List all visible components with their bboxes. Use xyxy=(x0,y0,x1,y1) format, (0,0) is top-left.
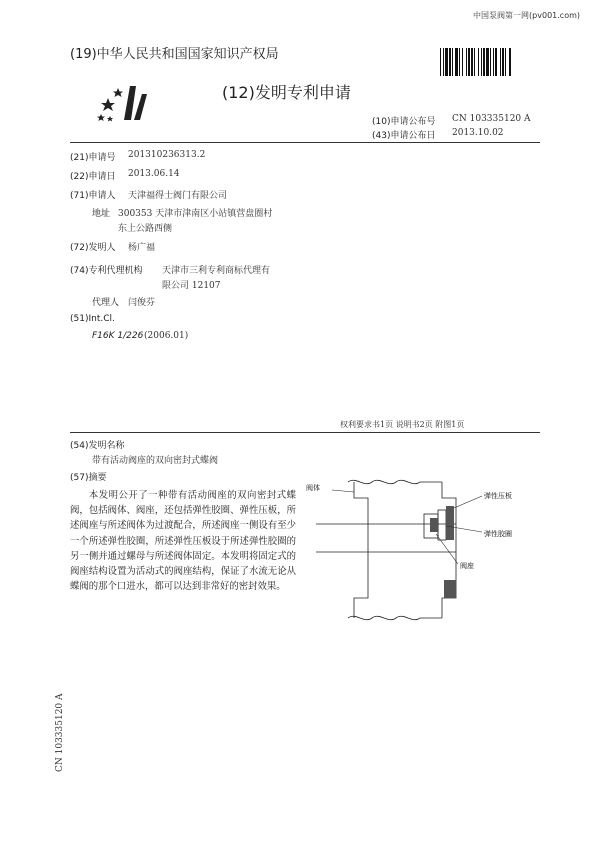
barcode-bar xyxy=(445,48,448,76)
label-elastic-plate: 弹性压板 xyxy=(484,492,512,500)
label-elastic-ring: 弹性胶圈 xyxy=(484,530,512,538)
ipc-label: (51)Int.Cl. xyxy=(70,314,115,324)
publication-date: 2013.10.02 xyxy=(452,128,504,138)
barcode-bar xyxy=(440,48,441,76)
barcode-bar xyxy=(474,48,475,76)
address-label: 地址 xyxy=(92,209,111,219)
abstract-divider xyxy=(70,432,540,433)
invention-title-label: (54)发明名称 xyxy=(70,441,125,451)
barcode-bar xyxy=(490,48,491,76)
barcode-bar xyxy=(471,48,473,76)
application-number-label: (21)申请号 xyxy=(70,153,116,163)
agency-line-2: 限公司 12107 xyxy=(162,281,221,291)
barcode-bar xyxy=(452,48,453,76)
publication-date-label: (43)申请公布日 xyxy=(372,131,436,141)
label-valve-seat: 阀座 xyxy=(460,562,474,570)
header-divider xyxy=(70,142,540,143)
barcode-bar xyxy=(478,48,479,76)
barcode-bar xyxy=(495,48,497,76)
document-kind-title: (12)发明专利申请 xyxy=(222,83,351,102)
barcode-bar xyxy=(502,48,504,76)
agent-label: 代理人 xyxy=(92,298,120,308)
barcode-bar xyxy=(462,48,463,76)
barcode-bar xyxy=(493,48,494,76)
valve-cross-section-figure xyxy=(296,470,546,630)
barcode-bar xyxy=(449,48,451,76)
agent: 闫俊芬 xyxy=(128,298,156,308)
page-count-info: 权利要求书1页 说明书2页 附图1页 xyxy=(340,420,465,429)
abstract-text: 本发明公开了一种带有活动阀座的双向密封式蝶阀，包括阀体、阀座，还包括弹性胶圈、弹性压板，所述阀座与所述阀体为过渡配合，所述阀座一侧设有至少一个所述弹性胶圈，所述弹性压板设于所述弹性胶圈的另一侧并通过螺母与所述阀体固定。本发明将固定式的阀座结构设置为活动式的阀座结构，保证了水流无论从蝶阀的那个口进水，都可以达到非常好的密封效果。 xyxy=(70,490,296,593)
application-date: 2013.06.14 xyxy=(128,169,180,179)
barcode-bar xyxy=(483,48,485,76)
label-valve-body: 阀体 xyxy=(306,484,320,492)
application-date-label: (22)申请日 xyxy=(70,172,116,182)
barcode-bar xyxy=(459,48,460,76)
invention-title: 带有活动阀座的双向密封式蝶阀 xyxy=(92,456,219,466)
application-number: 201310236313.2 xyxy=(128,150,206,160)
cnipa-emblem-icon xyxy=(96,80,156,124)
address-line-1: 300353 天津市津南区小站镇营盘圈村 xyxy=(118,209,273,219)
barcode-bar xyxy=(468,48,470,76)
barcode xyxy=(440,48,536,76)
publication-number: CN 103335120 A xyxy=(452,114,531,124)
side-publication-number-text: CN 103335120 A xyxy=(55,693,65,772)
address-line-2: 东上公路西侧 xyxy=(118,224,173,234)
inventor: 杨广福 xyxy=(128,243,156,253)
abstract-label: (57)摘要 xyxy=(70,473,107,483)
applicant: 天津福得士阀门有限公司 xyxy=(128,191,228,201)
applicant-label: (71)申请人 xyxy=(70,191,116,201)
publication-number-label: (10)申请公布号 xyxy=(372,117,436,127)
agency-line-1: 天津市三利专利商标代理有 xyxy=(162,266,271,276)
barcode-bar xyxy=(486,48,489,76)
barcode-bar xyxy=(455,48,458,76)
side-publication-number xyxy=(52,672,66,772)
barcode-bar xyxy=(443,48,444,76)
barcode-bar xyxy=(505,48,506,76)
agency-label: (74)专利代理机构 xyxy=(70,266,143,276)
watermark-text: 中国泵阀第一网(pv001.com) xyxy=(473,11,580,20)
inventor-label: (72)发明人 xyxy=(70,243,116,253)
barcode-bar xyxy=(481,48,482,76)
barcode-bar xyxy=(466,48,467,76)
ipc-year: (2006.01) xyxy=(144,331,189,341)
patent-office-name: (19)中华人民共和国国家知识产权局 xyxy=(70,47,279,62)
barcode-bar xyxy=(509,48,511,76)
barcode-bar xyxy=(500,48,501,76)
ipc-class: F16K 1/226 xyxy=(92,331,144,341)
